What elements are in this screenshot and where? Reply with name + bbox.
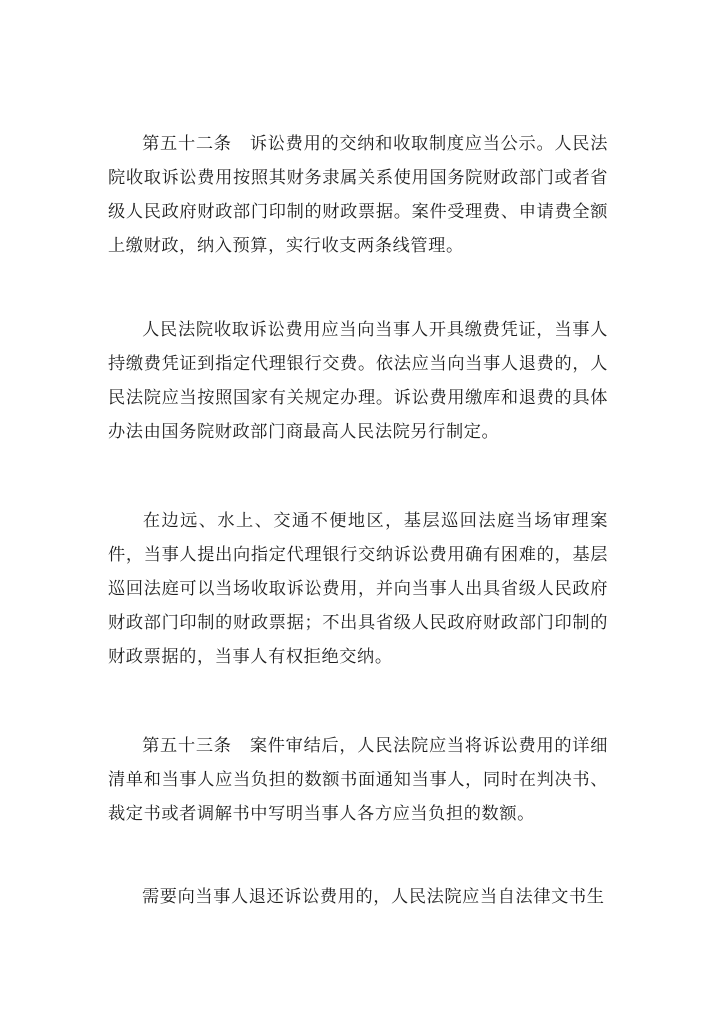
paragraph-article-53 [108,729,608,831]
paragraph-remote-areas [108,504,608,674]
paragraph-text: 诉讼费用的交纳和收取制度应当公示。人民法院收取诉讼费用按照其财务隶属关系使用国务院财政部门或者省级人民政府财政部门印制的财政票据。案件受理费、申请费全额上缴财政，纳入预算，实行收支两条线管理。 [108,134,608,256]
paragraph-payment-voucher [108,313,608,449]
paragraph-text: 人民法院收取诉讼费用应当向当事人开具缴费凭证，当事人持缴费凭证到指定代理银行交费。依法应当向当事人退费的，人民法院应当按照国家有关规定办理。诉讼费用缴库和退费的具体办法由国务院财政部门商最高人民法院另行制定。 [108,320,608,442]
paragraph-text: 案件审结后，人民法院应当将诉讼费用的详细清单和当事人应当负担的数额书面通知当事人，同时在判决书、裁定书或者调解书中写明当事人各方应当负担的数额。 [108,736,608,824]
paragraph-text: 需要向当事人退还诉讼费用的，人民法院应当自法律文书生 [142,887,605,907]
article-number: 第五十三条 [142,736,232,756]
paragraph-refund [108,880,608,914]
paragraph-article-52 [108,127,608,263]
paragraph-text: 在边远、水上、交通不便地区，基层巡回法庭当场审理案件，当事人提出向指定代理银行交纳诉讼费用确有困难的，基层巡回法庭可以当场收取诉讼费用，并向当事人出具省级人民政府财政部门印制的财政票据；不出具省级人民政府财政部门印制的财政票据的，当事人有权拒绝交纳。 [108,511,608,667]
article-number: 第五十二条 [142,134,232,154]
